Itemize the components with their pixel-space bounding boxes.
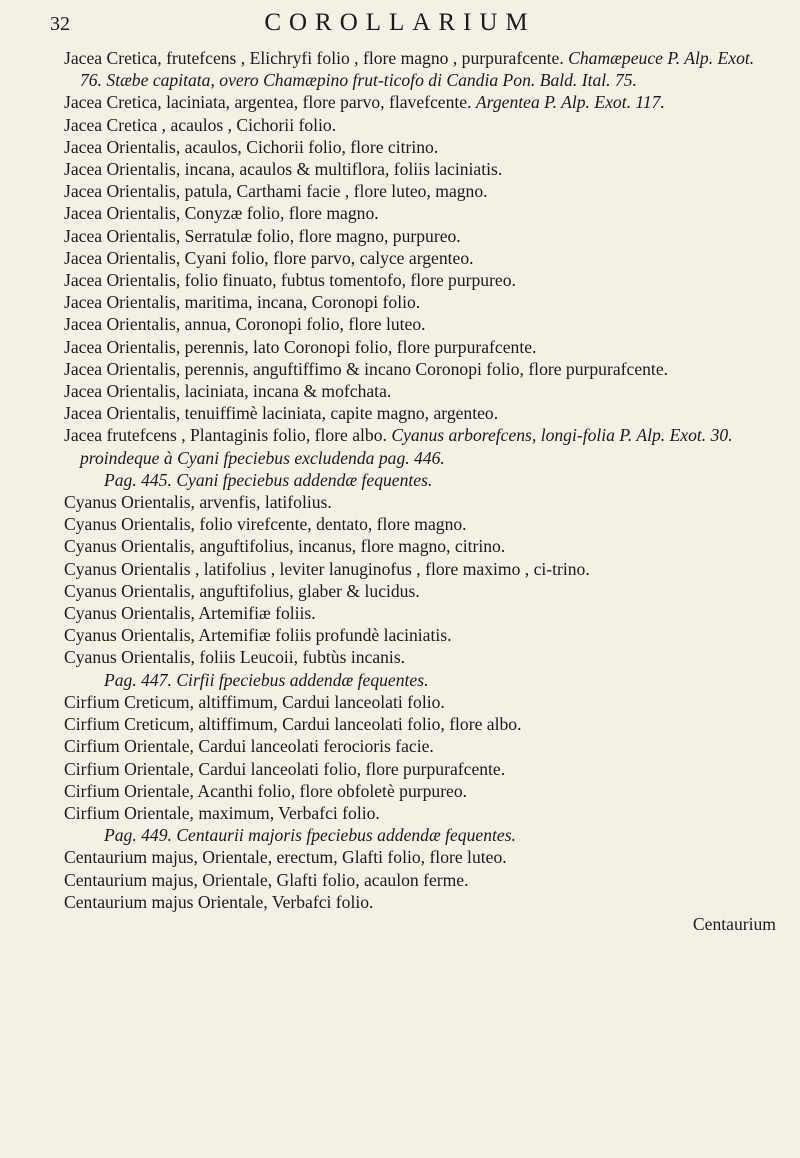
plant-entry	[64, 180, 776, 202]
entry-text: Jacea frutefcens , Plantaginis folio, flore albo.	[64, 425, 392, 446]
plant-entry	[64, 269, 776, 291]
plant-entry	[64, 691, 776, 713]
plant-entry	[64, 869, 776, 891]
plant-entry	[64, 580, 776, 602]
plant-entry	[64, 780, 776, 802]
entry-text: Jacea Orientalis, Serratulæ folio, flore magno, purpureo.	[64, 225, 461, 246]
entry-text: Cyanus Orientalis, anguftifolius, incanus, flore magno, citrino.	[64, 536, 506, 557]
plant-entry	[64, 114, 776, 136]
plant-entry	[64, 358, 776, 380]
entry-text: Cyanus Orientalis, Artemifiæ foliis.	[64, 603, 316, 624]
entry-text: Centaurium majus, Orientale, Glafti folio, acaulon ferme.	[64, 869, 469, 890]
plant-entry	[64, 158, 776, 180]
entry-text: Cirfium Orientale, Cardui lanceolati ferocioris facie.	[64, 736, 434, 757]
plant-entry	[64, 336, 776, 358]
entry-text: Cirfium Orientale, Acanthi folio, flore obfoletè purpureo.	[64, 780, 468, 801]
entry-text: Jacea Orientalis, incana, acaulos & multiflora, foliis laciniatis.	[64, 159, 503, 180]
plant-entry	[64, 91, 776, 113]
entry-text: Cyanus Orientalis, Artemifiæ foliis profundè laciniatis.	[64, 625, 452, 646]
plant-entry	[64, 202, 776, 224]
entry-text: Cirfium Orientale, Cardui lanceolati folio, flore purpurafcente.	[64, 758, 506, 779]
entry-text: Jacea Orientalis, Cyani folio, flore parvo, calyce argenteo.	[64, 247, 474, 268]
entry-citation: Chamæpeuce P. Alp. Exot. 76. Stæbe capitata, overo Chamæpino frut-ticofo di Candia Pon. Bald. Ital. 75.	[80, 48, 755, 91]
entry-text: Cyanus Orientalis, anguftifolius, glaber & lucidus.	[64, 580, 420, 601]
entry-text: Cyanus Orientalis , latifolius , leviter lanuginofus , flore maximo , ci-trino.	[64, 558, 590, 579]
plant-entry	[64, 802, 776, 824]
entry-text: Centaurium majus Orientale, Verbafci folio.	[64, 891, 374, 912]
entry-text: Jacea Orientalis, tenuiffimè laciniata, capite magno, argenteo.	[64, 403, 499, 424]
entry-text: Jacea Cretica , acaulos , Cichorii folio.	[64, 114, 337, 135]
plant-entry	[64, 624, 776, 646]
entry-text: Centaurium majus, Orientale, erectum, Glafti folio, flore luteo.	[64, 847, 507, 868]
catchword: Centaurium	[692, 913, 776, 934]
entry-text: Jacea Orientalis, laciniata, incana & mofchata.	[64, 381, 392, 402]
entry-citation: Cyanus arborefcens, longi-folia P. Alp. Exot. 30. proindeque à Cyani fpeciebus excludenda pag. 446.	[80, 425, 733, 468]
entry-text: Cirfium Creticum, altiffimum, Cardui lanceolati folio, flore albo.	[64, 714, 522, 735]
plant-entry	[64, 136, 776, 158]
plant-entry	[64, 513, 776, 535]
entry-citation: Argentea P. Alp. Exot. 117.	[475, 92, 665, 113]
section-heading: Pag. 447. Cirfii fpeciebus addendæ fequentes.	[104, 669, 429, 690]
entry-text: Jacea Cretica, frutefcens , Elichryfi folio , flore magno , purpurafcente.	[64, 48, 569, 68]
entry-text: Jacea Orientalis, annua, Coronopi folio, flore luteo.	[64, 314, 426, 335]
section-heading: Pag. 445. Cyani fpeciebus addendæ fequentes.	[104, 469, 433, 490]
plant-entry	[64, 47, 776, 91]
entry-text: Cyanus Orientalis, arvenfis, latifolius.	[64, 492, 332, 513]
plant-entry	[64, 491, 776, 513]
plant-entry	[64, 846, 776, 868]
entry-text: Jacea Orientalis, acaulos, Cichorii folio, flore citrino.	[64, 136, 439, 157]
entry-text: Cyanus Orientalis, foliis Leucoii, fubtùs incanis.	[64, 647, 406, 668]
plant-entry	[64, 535, 776, 557]
plant-entry	[64, 735, 776, 757]
entry-text: Jacea Orientalis, perennis, lato Coronopi folio, flore purpurafcente.	[64, 336, 537, 357]
plant-entry	[64, 424, 776, 468]
plant-entry	[64, 291, 776, 313]
entry-text: Cirfium Orientale, maximum, Verbafci folio.	[64, 802, 380, 823]
entry-text: Jacea Orientalis, patula, Carthami facie , flore luteo, magno.	[64, 181, 488, 202]
entry-text: Jacea Orientalis, folio finuato, fubtus tomentofo, flore purpureo.	[64, 270, 516, 291]
page-header	[0, 5, 800, 45]
entry-text: Jacea Cretica, laciniata, argentea, flore parvo, flavefcente.	[64, 92, 476, 113]
entry-text: Cirfium Creticum, altiffimum, Cardui lanceolati folio.	[64, 691, 445, 712]
section-heading: Pag. 449. Centaurii majoris fpeciebus addendæ fequentes.	[104, 825, 516, 846]
page-number: 32	[50, 13, 70, 35]
entry-text: Jacea Orientalis, Conyzæ folio, flore magno.	[64, 203, 379, 224]
entry-text: Jacea Orientalis, maritima, incana, Coronopi folio.	[64, 292, 421, 313]
running-title: COROLLARIUM	[264, 9, 536, 36]
plant-entry	[64, 402, 776, 424]
entry-text: Jacea Orientalis, perennis, anguftiffimo & incano Coronopi folio, flore purpurafcente.	[64, 358, 669, 379]
plant-entry	[64, 891, 776, 913]
plant-entry	[64, 646, 776, 668]
entry-text: Cyanus Orientalis, folio virefcente, dentato, flore magno.	[64, 514, 467, 535]
plant-entry	[64, 247, 776, 269]
text-body	[64, 47, 776, 935]
plant-entry	[64, 225, 776, 247]
plant-entry	[64, 380, 776, 402]
plant-entry	[64, 558, 776, 580]
plant-entry	[64, 713, 776, 735]
plant-entry	[64, 313, 776, 335]
plant-entry	[64, 758, 776, 780]
plant-entry	[64, 602, 776, 624]
